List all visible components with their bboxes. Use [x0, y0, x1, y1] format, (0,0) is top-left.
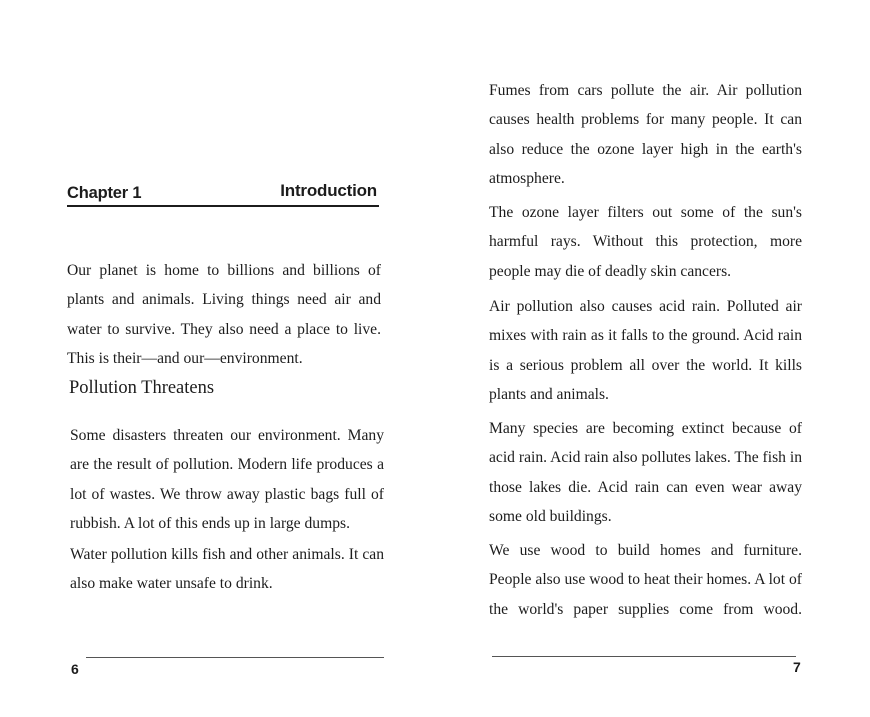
body-paragraph: We use wood to build homes and furniture. People also use wood to heat their homes. A lot of the world's paper supplies come from wood. [489, 542, 802, 618]
body-paragraph: Some disasters threaten our environment. Many are the result of pollution. Modern life produces a lot of wastes. We throw away plastic bags full of rubbish. A lot of this ends up in large dumps. [70, 427, 384, 532]
chapter-title: Introduction [280, 181, 377, 200]
chapter-label: Chapter 1 [67, 184, 142, 202]
chapter-header [67, 180, 379, 207]
section-heading: Pollution Threatens [69, 378, 215, 398]
body-paragraph: Fumes from cars pollute the air. Air pollution causes health problems for many people. It can also reduce the ozone layer high in the earth's atmosphere. [489, 82, 802, 187]
chapter-rule [67, 205, 379, 207]
intro-paragraph: Our planet is home to billions and billions of plants and animals. Living things need air and water to survive. They also need a place to live. This is their—and our—environment. [67, 262, 381, 367]
page-number: 7 [793, 659, 801, 675]
right-page [435, 0, 870, 717]
body-paragraph: Many species are becoming extinct because of acid rain. Acid rain also pollutes lakes. The fish in those lakes die. Acid rain can even wear away some old buildings. [489, 420, 802, 525]
footer-rule [492, 656, 796, 657]
body-paragraph: The ozone layer filters out some of the sun's harmful rays. Without this protection, more people may die of deadly skin cancers. [489, 204, 802, 280]
footer-rule [86, 657, 384, 658]
page-number: 6 [71, 661, 79, 677]
body-paragraph: Water pollution kills fish and other animals. It can also make water unsafe to drink. [70, 546, 384, 593]
body-paragraph: Air pollution also causes acid rain. Polluted air mixes with rain as it falls to the ground. Acid rain is a serious problem all over the world. It kills plants and animals. [489, 298, 802, 403]
